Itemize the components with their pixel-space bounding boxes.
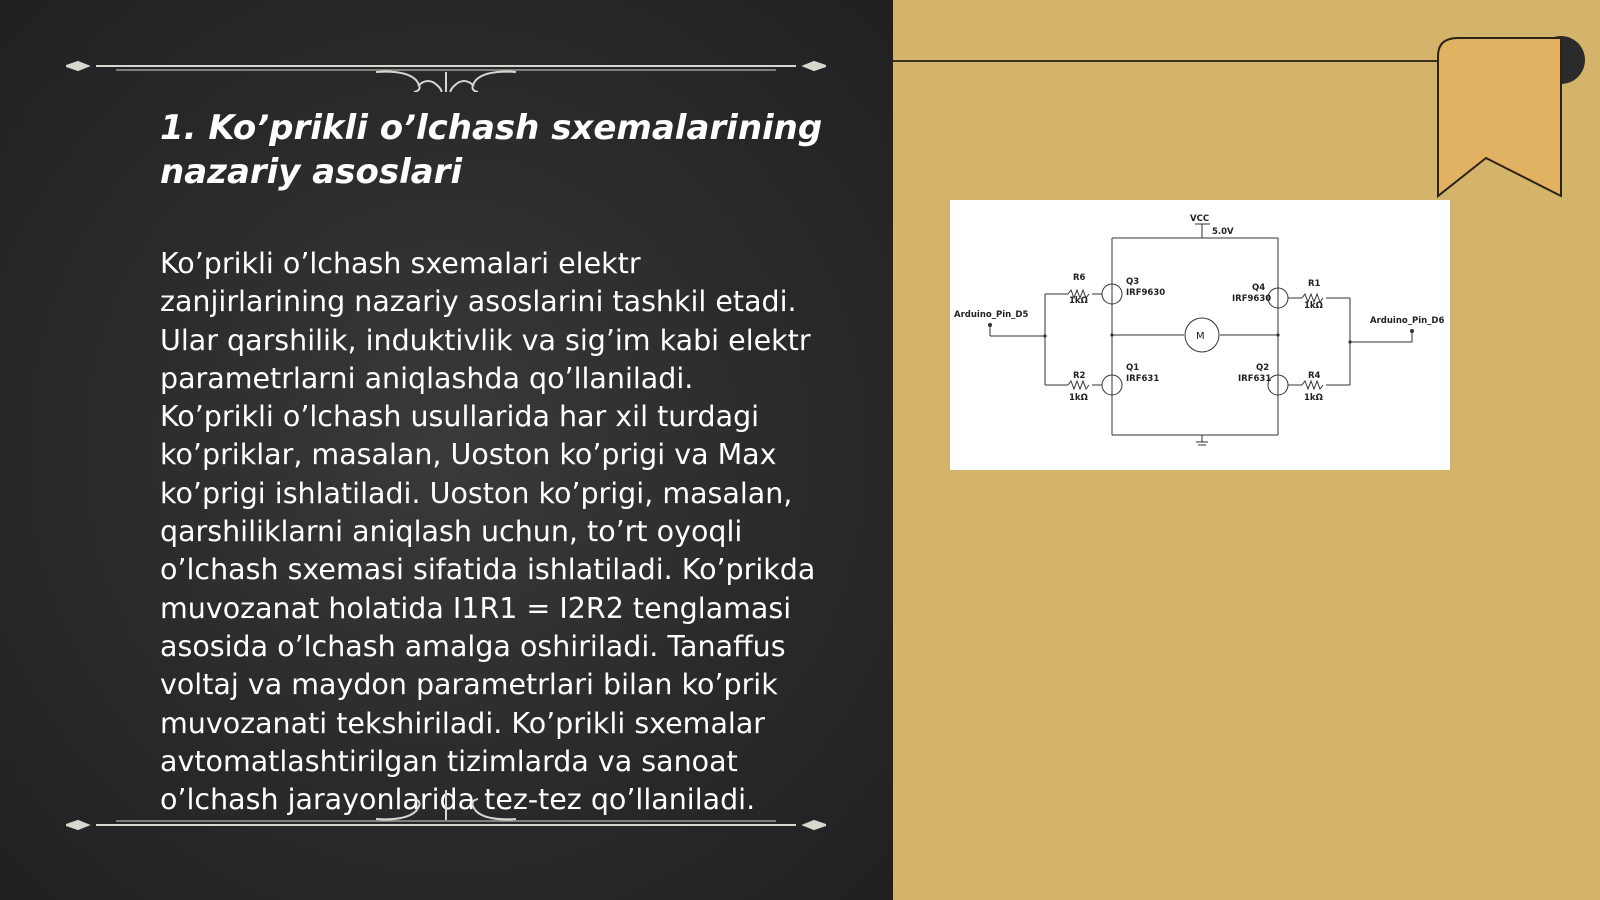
body-line: Ko’prikli o’lchash sxemalari elektr	[160, 247, 641, 280]
r2-name: R2	[1073, 371, 1086, 381]
slide-body	[160, 245, 860, 819]
body-line: ko’prigi ishlatiladi. Uoston ko’prigi, masalan,	[160, 476, 793, 510]
h-bridge-circuit-diagram	[950, 200, 1450, 470]
q3-part: IRF9630	[1126, 288, 1166, 298]
vcc-value: 5.0V	[1212, 227, 1234, 237]
body-line: qarshiliklarni aniqlash uchun, to’rt oyoqli	[160, 515, 743, 549]
bookmark-ribbon-icon	[1436, 36, 1586, 200]
body-line: zanjirlarining nazariy asoslarini tashkil etadi.	[160, 285, 797, 319]
body-line: Ular qarshilik, induktivlik va sig’im kabi elektr	[160, 323, 811, 357]
r4-name: R4	[1308, 371, 1321, 381]
slide-title-line-2: nazariy asoslari	[160, 152, 463, 192]
body-line: asosida o’lchash amalga oshiriladi. Tanaffus	[160, 629, 786, 663]
q4-name: Q4	[1252, 283, 1266, 293]
q4-part: IRF9630	[1232, 294, 1272, 304]
q2-name: Q2	[1256, 363, 1270, 373]
body-line: Ko’prikli o’lchash usullarida har xil turdagi	[160, 400, 760, 434]
q1-name: Q1	[1126, 363, 1140, 373]
header-rule	[893, 60, 1438, 62]
q3-name: Q3	[1126, 277, 1140, 287]
slide-title	[160, 106, 850, 194]
body-line: muvozanati tekshiriladi. Ko’prikli sxemalar	[160, 706, 766, 740]
body-line: o’lchash jarayonlarida tez-tez qo’llaniladi.	[160, 783, 756, 817]
r1-value: 1kΩ	[1304, 301, 1323, 311]
q2-part: IRF631	[1238, 374, 1272, 384]
body-line: voltaj va maydon parametrlari bilan ko’prik	[160, 668, 778, 702]
left-pin-label: Arduino_Pin_D5	[954, 310, 1029, 320]
vcc-label: VCC	[1190, 214, 1210, 224]
slide-title-line-1: 1. Ko’prikli o’lchash sxemalarining	[160, 108, 823, 148]
right-pin-label: Arduino_Pin_D6	[1370, 316, 1445, 326]
circuit-schematic	[950, 200, 1450, 470]
body-line: ko’priklar, masalan, Uoston ko’prigi va Max	[160, 438, 777, 472]
r2-value: 1kΩ	[1069, 393, 1088, 403]
top-ornamental-divider-icon	[66, 42, 826, 92]
bottom-ornamental-divider-icon	[66, 790, 826, 840]
r6-value: 1kΩ	[1069, 296, 1088, 306]
q1-part: IRF631	[1126, 374, 1160, 384]
motor-label: M	[1196, 331, 1205, 342]
body-line: parametrlarni aniqlashda qo’llaniladi.	[160, 361, 694, 395]
body-line: muvozanat holatida I1R1 = I2R2 tenglamasi	[160, 591, 792, 625]
r1-name: R1	[1308, 279, 1321, 289]
r6-name: R6	[1073, 273, 1086, 283]
r4-value: 1kΩ	[1304, 393, 1323, 403]
body-line: avtomatlashtirilgan tizimlarda va sanoat	[160, 744, 738, 778]
body-line: o’lchash sxemasi sifatida ishlatiladi. Ko’prikda	[160, 553, 816, 587]
